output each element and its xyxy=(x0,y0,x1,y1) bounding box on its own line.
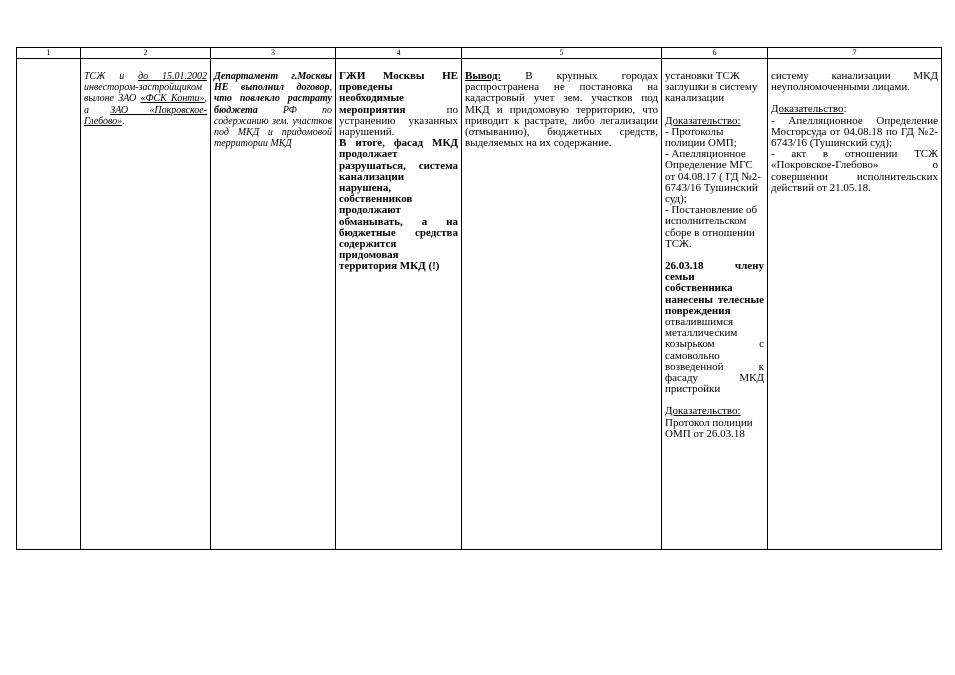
col2-text3: . xyxy=(122,115,125,127)
col2-text1: инвестором-застройщиком вылоне ЗАО xyxy=(84,82,203,105)
col3-text1: , xyxy=(329,82,332,94)
col7-item-1: - Апелляционное Определение Мосгорсуда от 04.08.18 по ГД №2-6743/16 (Тушинский суд); xyxy=(771,114,938,150)
col2-link-fsk-konti: «ФСК Конти» xyxy=(140,93,205,105)
col7-evidence-colon: : xyxy=(843,103,847,116)
column-number-6: 6 xyxy=(662,48,768,59)
col2-date: до 15.01.2002 xyxy=(138,71,207,82)
col4-bold1: ГЖИ Москвы НЕ проведены необходимые мероприятия xyxy=(339,70,458,116)
col6-evidence-2: Протокол полиции ОМП от 26.03.18 xyxy=(665,416,753,440)
col3-bold1: Департамент г.Москвы НЕ выполнил договор xyxy=(214,71,332,94)
col2-link-pokrovskoe: ЗАО «Покровское-Глебово» xyxy=(84,104,208,127)
col7-p1: систему канализации МКД неуполномоченными лицами. xyxy=(771,70,938,94)
col6-text-after: отвалившимся металлическим козырьком с самовольно возведенной к фасаду МКД пристройки xyxy=(665,316,764,396)
col6-p1: установки ТСЖ заглушки в систему канализации xyxy=(665,70,758,105)
column-number-2: 2 xyxy=(81,48,211,59)
column-number-7: 7 xyxy=(768,48,942,59)
cell-col5 xyxy=(462,59,662,550)
col6-bold-text: члену семьи собственника нанесены телесные повреждения xyxy=(665,260,764,317)
col2-prefix: ТСЖ и xyxy=(84,71,139,82)
column-number-5: 5 xyxy=(462,48,662,59)
column-number-1: 1 xyxy=(17,48,81,59)
col2-text2: , а xyxy=(84,93,207,116)
col6-bold-date: 26.03.18 xyxy=(665,260,704,273)
col6-item-2: - Апелляционное Определение МГС от 04.08.17 ( ГД №2-6743/16 Тушинский суд); xyxy=(665,148,761,206)
col6-item-1: - Протоколы полиции ОМП; xyxy=(665,125,737,150)
col7-evidence-label: Доказательство xyxy=(771,103,844,116)
cell-col6 xyxy=(662,59,768,550)
col5-text: В крупных городах распространена не постановка на кадастровый учет зем. участков под МКД и придомовую территорию, что приводит к растрате, либо легализации (отмыванию), бюджетных средств, выделяемых на их содержание. xyxy=(465,70,658,150)
col6-evidence-label-2: Доказательство: xyxy=(665,405,741,418)
document-table xyxy=(16,47,942,550)
table-row xyxy=(17,59,942,550)
header-row xyxy=(17,48,942,59)
col3-bold2: что повлекло растрату бюджета xyxy=(214,93,332,116)
cell-col3 xyxy=(211,59,336,550)
column-number-3: 3 xyxy=(211,48,336,59)
col4-text1: по устранению указанных нарушений. xyxy=(339,103,458,139)
col7-item-2: - акт в отношении ТСЖ «Покровское-Глебово» о совершении исполнительских действий от 21.05.18. xyxy=(771,148,938,194)
cell-col7 xyxy=(768,59,942,550)
col3-text2: РФ по содержанию зем. участков под МКД и придомовой территории МКД xyxy=(214,104,332,150)
cell-col2 xyxy=(81,59,211,550)
cell-col4 xyxy=(336,59,462,550)
col6-evidence-label: Доказательство: xyxy=(665,114,741,127)
col5-label: Вывод: xyxy=(465,70,502,82)
cell-col1 xyxy=(17,59,81,550)
col6-item-3: - Постановление об исполнительском сборе в отношении ТСЖ. xyxy=(665,204,758,250)
column-number-4: 4 xyxy=(336,48,462,59)
col4-bold2: В итоге, фасад МКД продолжает разрушаться, система канализации нарушена, собственников продолжают обманывать, а на бюджетные средства содержится придомовая территория МКД (!) xyxy=(339,137,458,273)
